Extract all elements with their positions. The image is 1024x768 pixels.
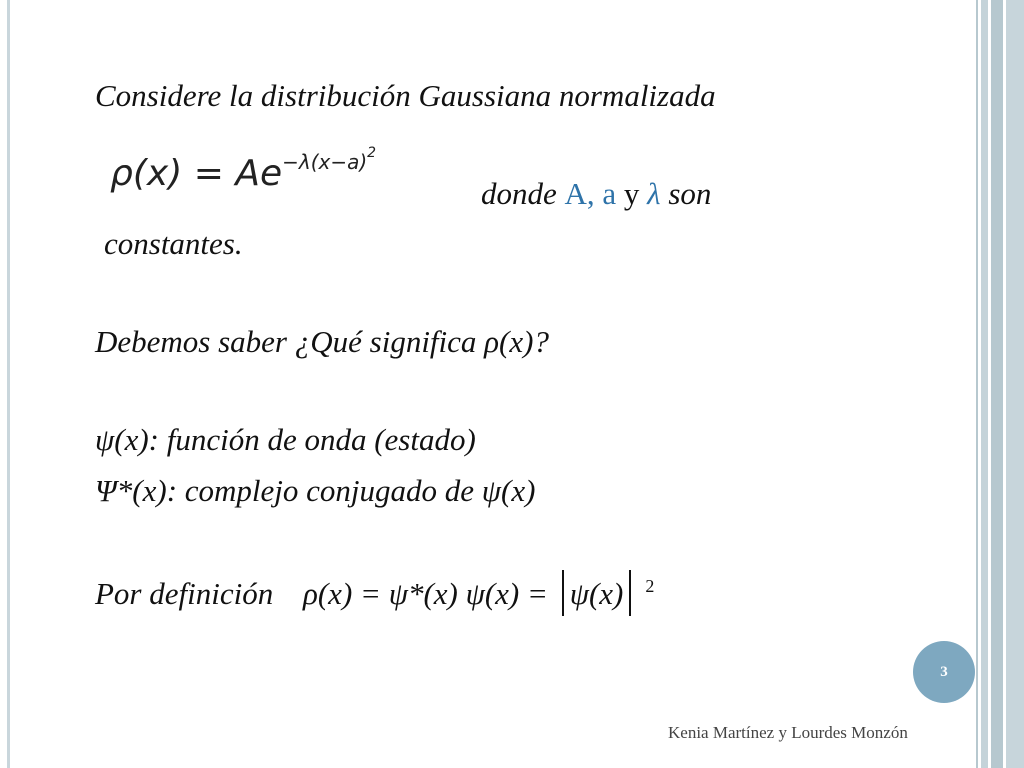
constant-A: A, (564, 176, 595, 211)
definition-label: Por definición (95, 576, 274, 611)
abs-content: ψ(x) (569, 576, 624, 611)
page-number-badge (913, 641, 975, 703)
equation-text: ρ(x) = ψ*(x) ψ(x) = (302, 576, 548, 611)
left-border-decoration (7, 0, 10, 768)
text-y: y (623, 176, 640, 211)
formula-power: 2 (367, 145, 377, 161)
page-number: 3 (940, 663, 948, 680)
gaussian-formula-image (110, 145, 376, 194)
definition-equation (95, 570, 654, 616)
constants-text (481, 176, 711, 212)
text-son: son (668, 176, 712, 211)
abs-bar-right (629, 570, 631, 616)
footer-authors: Kenia Martínez y Lourdes Monzón (668, 723, 908, 742)
constant-lambda: λ (647, 176, 661, 211)
right-border-decoration (1006, 0, 1024, 768)
question-text: Debemos saber ¿Qué significa ρ(x)? (95, 324, 549, 359)
formula-rhs-base: Ae (235, 153, 283, 194)
formula-exponent (282, 145, 377, 174)
right-border-decoration (976, 0, 978, 768)
constants-continuation: constantes. (104, 226, 243, 261)
constant-a: a (602, 176, 617, 211)
intro-text: Considere la distribución Gaussiana normalizada (95, 78, 716, 113)
psi-conjugate-definition: Ψ*(x): complejo conjugado de ψ(x) (95, 473, 536, 508)
formula-exponent-text: −λ(x−a) (282, 150, 368, 174)
right-border-decoration (991, 0, 1003, 768)
right-border-decoration (981, 0, 988, 768)
abs-bar-left (562, 570, 564, 616)
psi-definition: ψ(x): función de onda (estado) (95, 422, 476, 457)
squared-exponent: 2 (645, 576, 655, 596)
formula-lhs: ρ(x) = (110, 153, 224, 194)
text-donde: donde (481, 176, 557, 211)
